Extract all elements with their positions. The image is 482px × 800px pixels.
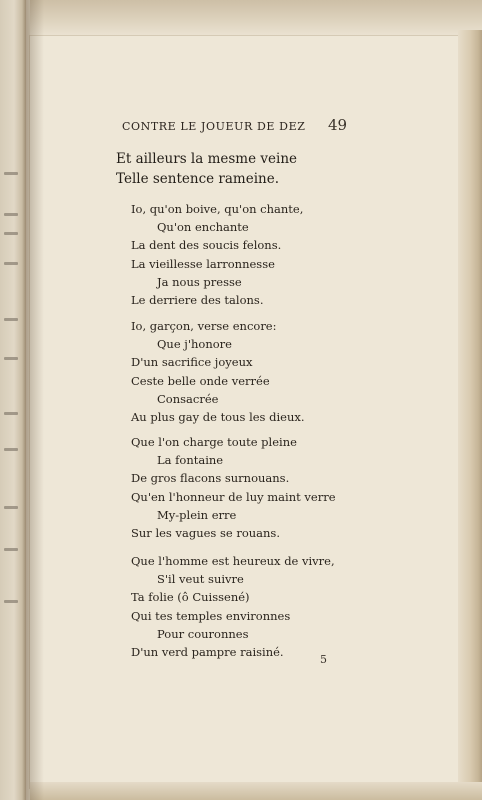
verse-line: La dent des soucis felons. — [131, 238, 282, 253]
signature-mark: 5 — [320, 653, 327, 666]
previous-page-text-fragment — [4, 318, 18, 321]
previous-page-edge — [0, 0, 26, 800]
verse-line: Que l'on charge toute pleine — [131, 435, 297, 449]
previous-page-text-fragment — [4, 232, 18, 235]
previous-page-text-fragment — [4, 172, 18, 175]
spine-shadow — [26, 0, 44, 800]
verse-line: La vieillesse larronnesse — [131, 256, 275, 271]
verse-line: Ta folie (ô Cuissené) — [131, 590, 250, 605]
stanza-4 — [131, 552, 335, 661]
intro-line: Telle sentence rameine. — [116, 171, 280, 187]
verse-line: My-plein erre — [157, 507, 237, 522]
previous-page-text-fragment — [4, 448, 18, 451]
verse-line: Ja nous presse — [157, 274, 242, 289]
verse-line: D'un verd pampre raisiné. — [131, 644, 284, 659]
verse-line: De gros flacons surnouans. — [131, 471, 290, 486]
page-number: 49 — [328, 116, 348, 134]
previous-page-text-fragment — [4, 600, 18, 603]
verse-line: Qui tes temples environnes — [131, 608, 291, 623]
verse-line: Que l'homme est heureux de vivre, — [131, 554, 335, 568]
verse-line: Consacrée — [157, 391, 219, 406]
previous-page-text-fragment — [4, 262, 18, 265]
verse-line: Au plus gay de tous les dieux. — [131, 409, 305, 424]
intro-line: Et ailleurs la mesme veine — [116, 151, 298, 167]
page-fore-edge — [458, 30, 482, 800]
stanza-3 — [131, 433, 336, 542]
page-bottom-edge — [30, 782, 482, 800]
previous-page-text-fragment — [4, 412, 18, 415]
verse-line: Io, qu'on boive, qu'on chante, — [131, 202, 304, 216]
verse-line: Le derriere des talons. — [131, 292, 264, 307]
page-top-shadow — [30, 0, 482, 40]
verse-line: Pour couronnes — [157, 626, 249, 641]
verse-line: Sur les vagues se rouans. — [131, 525, 280, 540]
running-head: CONTRE LE JOUEUR DE DEZ — [122, 120, 306, 133]
previous-page-text-fragment — [4, 506, 18, 509]
previous-page-text-fragment — [4, 357, 18, 360]
verse-line: Que j'honore — [157, 337, 232, 352]
verse-line: S'il veut suivre — [157, 572, 244, 587]
verse-line: D'un sacrifice joyeux — [131, 355, 253, 370]
verse-line: Ceste belle onde verrée — [131, 373, 270, 388]
verse-line: La fontaine — [157, 453, 224, 468]
verse-line: Io, garçon, verse encore: — [131, 319, 277, 333]
intro-couplet — [116, 149, 297, 189]
verse-line: Qu'en l'honneur de luy maint verre — [131, 489, 336, 504]
previous-page-text-fragment — [4, 548, 18, 551]
stanza-2 — [131, 317, 305, 426]
previous-page-text-fragment — [4, 213, 18, 216]
verse-line: Qu'on enchante — [157, 220, 249, 235]
stanza-1 — [131, 200, 303, 309]
